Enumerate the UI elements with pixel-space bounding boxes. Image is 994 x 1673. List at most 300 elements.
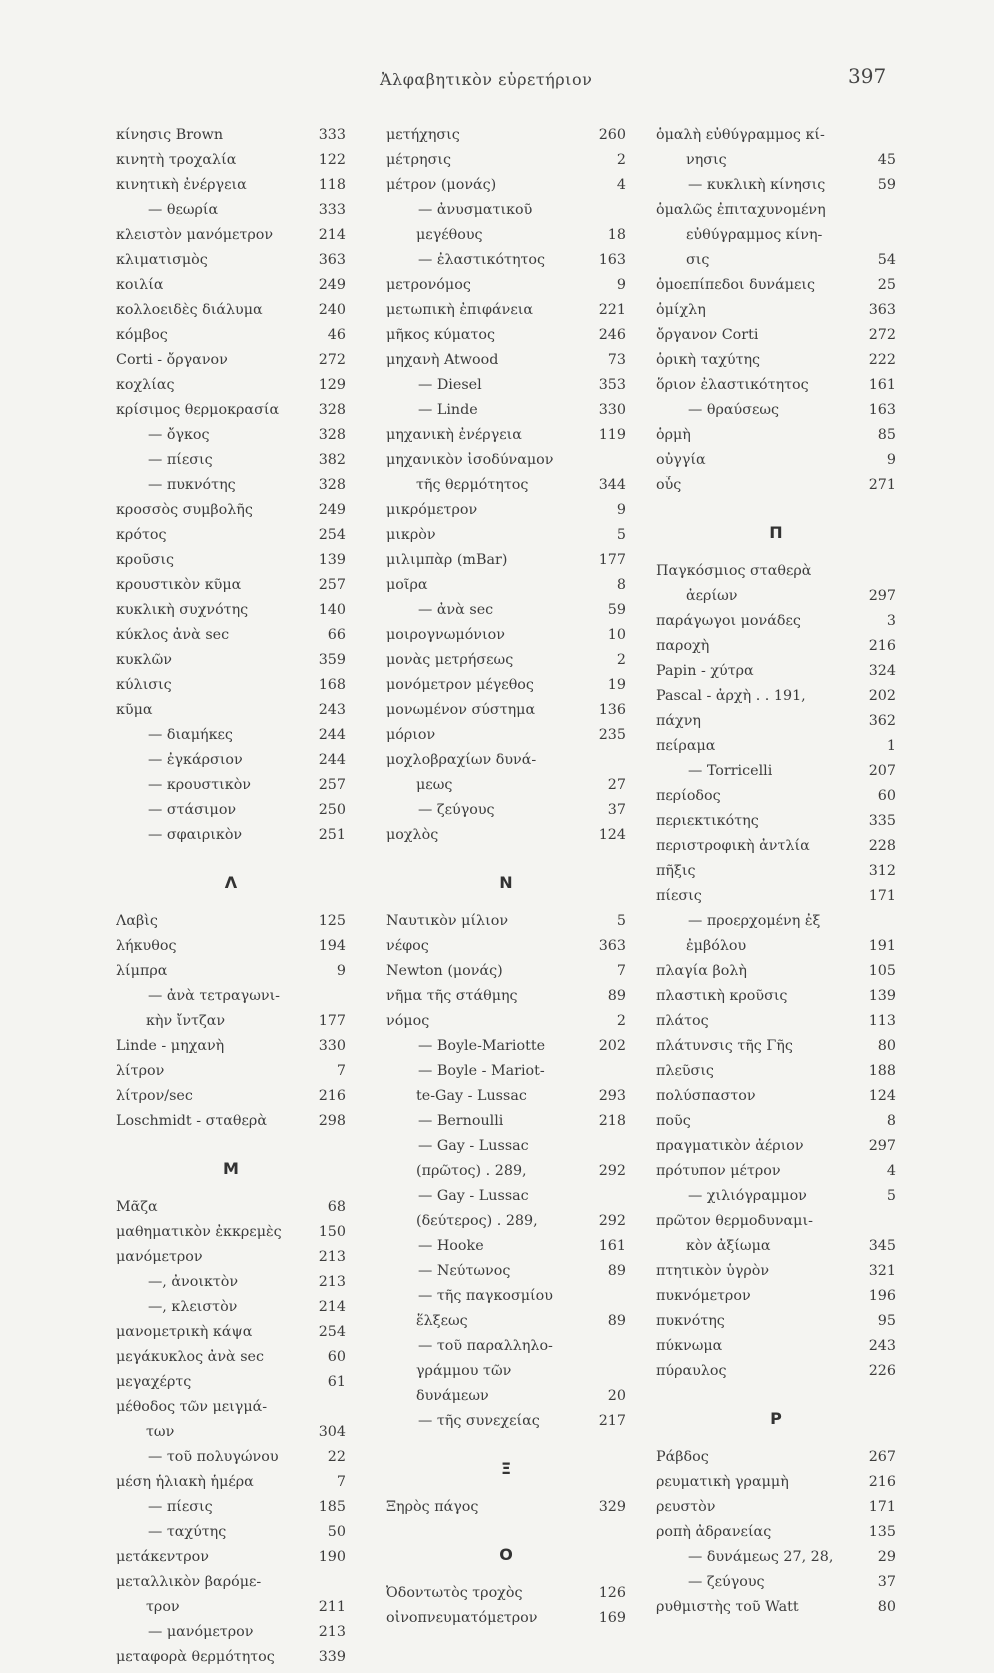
entry-page-number: 119 <box>598 427 626 443</box>
entry-page-number: 2 <box>616 152 626 168</box>
entry-page-number: 260 <box>598 127 626 143</box>
index-entry <box>386 526 626 551</box>
entry-page-number: 89 <box>607 1263 626 1279</box>
entry-page-number: 249 <box>318 277 346 293</box>
index-entry <box>116 1623 346 1648</box>
entry-page-number: 60 <box>877 788 896 804</box>
entry-term: πίεσις <box>656 888 702 904</box>
entry-term: μοχλοβραχίων δυνά- <box>386 752 537 768</box>
index-entry <box>656 887 896 912</box>
index-entry <box>656 1112 896 1137</box>
entry-page-number: 1 <box>886 738 896 754</box>
entry-term: Corti - ὄργανον <box>116 352 228 368</box>
entry-term: μετάκεντρον <box>116 1549 209 1565</box>
entry-term: ὁρμὴ <box>656 427 691 443</box>
entry-term: μονωμένον σύστημα <box>386 702 536 718</box>
entry-term: πρότυπον μέτρον <box>656 1163 781 1179</box>
entry-term: — ὄγκος <box>148 427 210 443</box>
index-entry <box>386 1012 626 1037</box>
entry-term: κινητὴ τροχαλία <box>116 152 237 168</box>
entry-term: — σφαιρικὸν <box>148 827 243 843</box>
entry-page-number: 297 <box>868 1138 896 1154</box>
index-entry <box>386 1212 626 1237</box>
entry-page-number: 135 <box>868 1524 896 1540</box>
entry-page-number: 171 <box>868 888 896 904</box>
entry-page-number: 4 <box>616 177 626 193</box>
entry-page-number: 222 <box>868 352 896 368</box>
entry-page-number: 125 <box>318 913 346 929</box>
entry-page-number: 73 <box>607 352 626 368</box>
index-entry <box>656 562 896 587</box>
entry-term: ὁρικὴ ταχύτης <box>656 352 761 368</box>
entry-page-number: 140 <box>318 602 346 618</box>
entry-term: — δυνάμεως 27, 28, <box>688 1549 834 1565</box>
entries-mu-cont <box>386 126 626 851</box>
index-entry <box>116 987 346 1012</box>
index-entry <box>116 251 346 276</box>
index-entry <box>656 326 896 351</box>
index-entry <box>386 126 626 151</box>
index-entry <box>116 962 346 987</box>
index-entry <box>116 426 346 451</box>
entry-term: κινητικὴ ἐνέργεια <box>116 177 247 193</box>
entry-term: μονὰς μετρήσεως <box>386 652 514 668</box>
entry-page-number: 27 <box>607 777 626 793</box>
index-entry <box>116 1398 346 1423</box>
entry-page-number: 7 <box>616 963 626 979</box>
entry-term: μιλιμπὰρ (mBar) <box>386 552 508 568</box>
entry-page-number: 5 <box>616 527 626 543</box>
entry-term: πολύσπαστον <box>656 1088 756 1104</box>
index-entry <box>656 862 896 887</box>
index-entry <box>386 1362 626 1387</box>
index-entry <box>116 1648 346 1673</box>
index-entry <box>116 1223 346 1248</box>
entry-page-number: 163 <box>598 252 626 268</box>
entry-page-number: 328 <box>318 427 346 443</box>
entry-page-number: 235 <box>598 727 626 743</box>
entry-term: κολλοειδὲς διάλυμα <box>116 302 263 318</box>
index-entry <box>656 226 896 251</box>
entry-page-number: 3 <box>886 613 896 629</box>
entry-page-number: 10 <box>607 627 626 643</box>
entry-term: πραγματικὸν ἀέριον <box>656 1138 804 1154</box>
entry-term: — ταχύτης <box>148 1524 227 1540</box>
index-entry <box>116 1348 346 1373</box>
entry-term: κρίσιμος θερμοκρασία <box>116 402 280 418</box>
entries-mu <box>116 1198 346 1673</box>
index-entry <box>386 601 626 626</box>
index-entry <box>116 501 346 526</box>
entry-page-number: 216 <box>318 1088 346 1104</box>
entry-term: — Bernoulli <box>418 1113 504 1129</box>
entry-term: μοῖρα <box>386 577 428 593</box>
index-entry <box>656 712 896 737</box>
entry-term: μέση ἡλιακὴ ἡμέρα <box>116 1474 254 1490</box>
entry-term: — τῆς παγκοσμίου <box>418 1288 553 1304</box>
entry-term: ρυθμιστὴς τοῦ Watt <box>656 1599 799 1615</box>
entry-page-number: 54 <box>877 252 896 268</box>
index-entry <box>116 1373 346 1398</box>
entry-term: — τοῦ παραλληλο- <box>418 1338 553 1354</box>
entry-term: — θεωρία <box>148 202 219 218</box>
entry-term: περίοδος <box>656 788 721 804</box>
entry-page-number: 129 <box>318 377 346 393</box>
entry-term: te-Gay - Lussac <box>416 1088 527 1104</box>
entry-term: —, κλειστὸν <box>148 1299 238 1315</box>
entry-page-number: 9 <box>616 502 626 518</box>
entry-term: Newton (μονάς) <box>386 963 503 979</box>
entry-page-number: 254 <box>318 527 346 543</box>
entry-term: σις <box>686 252 710 268</box>
entry-page-number: 211 <box>318 1599 346 1615</box>
entry-page-number: 22 <box>327 1449 346 1465</box>
entry-term: λήκυθος <box>116 938 177 954</box>
entry-page-number: 226 <box>868 1363 896 1379</box>
entry-page-number: 161 <box>868 377 896 393</box>
index-entry <box>386 301 626 326</box>
entry-term: μέτρησις <box>386 152 451 168</box>
entry-page-number: 363 <box>598 938 626 954</box>
index-entry <box>656 662 896 687</box>
entry-page-number: 139 <box>318 552 346 568</box>
entry-page-number: 214 <box>318 1299 346 1315</box>
entry-page-number: 267 <box>868 1449 896 1465</box>
index-entry <box>656 1187 896 1212</box>
entry-page-number: 190 <box>318 1549 346 1565</box>
index-entry <box>116 751 346 776</box>
entry-page-number: 329 <box>598 1499 626 1515</box>
letter-heading-rho: Ρ <box>770 1409 782 1428</box>
entry-page-number: 7 <box>336 1063 346 1079</box>
entry-term: — διαμήκες <box>148 727 233 743</box>
entry-page-number: 328 <box>318 477 346 493</box>
entry-term: εὐθύγραμμος κίνη- <box>686 227 823 243</box>
entry-page-number: 359 <box>318 652 346 668</box>
entry-term: μέθοδος τῶν μειγμά- <box>116 1399 268 1415</box>
entry-term: πλάτος <box>656 1013 709 1029</box>
entry-term: ποῦς <box>656 1113 691 1129</box>
index-entry <box>386 1187 626 1212</box>
index-entry <box>116 151 346 176</box>
index-entry <box>116 776 346 801</box>
entry-page-number: 363 <box>868 302 896 318</box>
index-entry <box>116 326 346 351</box>
entry-page-number: 271 <box>868 477 896 493</box>
entry-page-number: 194 <box>318 938 346 954</box>
entry-term: πύραυλος <box>656 1363 727 1379</box>
entry-page-number: 321 <box>868 1263 896 1279</box>
index-entry <box>386 326 626 351</box>
index-entry <box>116 1037 346 1062</box>
index-entry <box>116 1573 346 1598</box>
entry-page-number: 124 <box>868 1088 896 1104</box>
entry-term: κὸν ἀξίωμα <box>686 1238 771 1254</box>
index-entry <box>386 1162 626 1187</box>
index-entry <box>386 1337 626 1362</box>
letter-heading-xi: Ξ <box>500 1459 512 1478</box>
index-column-2 <box>386 126 626 1634</box>
index-entry <box>386 176 626 201</box>
entry-page-number: 221 <box>598 302 626 318</box>
index-entry <box>116 937 346 962</box>
index-entry <box>656 1548 896 1573</box>
entry-term: — θραύσεως <box>688 402 780 418</box>
entry-term: — πίεσις <box>148 1499 213 1515</box>
entry-term: κύκλος ἀνὰ sec <box>116 627 230 643</box>
entries-lambda <box>116 912 346 1137</box>
entry-term: Papin - χύτρα <box>656 663 754 679</box>
index-entry <box>656 126 896 151</box>
entries-omicron-cont <box>656 126 896 501</box>
entry-term: Ξηρὸς πάγος <box>386 1499 479 1515</box>
entry-page-number: 362 <box>868 713 896 729</box>
entry-page-number: 244 <box>318 752 346 768</box>
entry-term: πῆξις <box>656 863 696 879</box>
entry-term: πλαγία βολὴ <box>656 963 747 979</box>
entry-term: — τοῦ πολυγώνου <box>148 1449 279 1465</box>
entry-page-number: 7 <box>336 1474 346 1490</box>
entry-term: Λαβὶς <box>116 913 158 929</box>
entry-term: παροχὴ <box>656 638 710 654</box>
entry-term: πύκνωμα <box>656 1338 723 1354</box>
index-entry <box>656 1573 896 1598</box>
index-entry <box>116 1273 346 1298</box>
index-entry <box>116 1198 346 1223</box>
index-entry <box>116 651 346 676</box>
index-entry <box>116 176 346 201</box>
index-entry <box>116 526 346 551</box>
entry-term: — κρουστικὸν <box>148 777 251 793</box>
entry-page-number: 122 <box>318 152 346 168</box>
entry-term: — ζεύγους <box>418 802 495 818</box>
index-column-1 <box>116 126 346 1673</box>
index-entry <box>386 1062 626 1087</box>
entry-page-number: 19 <box>607 677 626 693</box>
index-entry <box>116 551 346 576</box>
index-entry <box>656 376 896 401</box>
index-entry <box>116 1473 346 1498</box>
index-entry <box>386 451 626 476</box>
index-entry <box>656 451 896 476</box>
entry-page-number: 85 <box>877 427 896 443</box>
entry-term: παράγωγοι μονάδες <box>656 613 801 629</box>
entry-term: μόριον <box>386 727 436 743</box>
index-entry <box>656 962 896 987</box>
entry-term: νησις <box>686 152 727 168</box>
index-entry <box>386 401 626 426</box>
entries-rho <box>656 1448 896 1623</box>
entry-page-number: 298 <box>318 1113 346 1129</box>
index-entry <box>116 301 346 326</box>
entry-term: οὐγγία <box>656 452 706 468</box>
entry-term: ἕλξεως <box>416 1313 468 1329</box>
index-entry <box>386 1087 626 1112</box>
entry-term: — προερχομένη ἐξ <box>688 913 821 929</box>
entry-page-number: 37 <box>877 1574 896 1590</box>
entry-term: Ὀδοντωτὸς τροχὸς <box>386 1585 523 1601</box>
entry-term: μανομετρικὴ κάψα <box>116 1324 253 1340</box>
entries-pi <box>656 562 896 1387</box>
index-entry <box>386 676 626 701</box>
index-entry <box>116 126 346 151</box>
entry-term: — ἐλαστικότητος <box>418 252 546 268</box>
index-entry <box>116 476 346 501</box>
entry-page-number: 243 <box>868 1338 896 1354</box>
entry-term: κοχλίας <box>116 377 175 393</box>
index-entry <box>656 151 896 176</box>
entry-page-number: 46 <box>327 327 346 343</box>
index-entry <box>386 201 626 226</box>
index-entry <box>116 626 346 651</box>
index-entry <box>656 937 896 962</box>
index-entry <box>386 276 626 301</box>
entry-page-number: 228 <box>868 838 896 854</box>
entry-page-number: 218 <box>598 1113 626 1129</box>
entry-page-number: 136 <box>598 702 626 718</box>
entry-page-number: 339 <box>318 1649 346 1665</box>
entry-term: (πρῶτος) . 289, <box>416 1163 527 1179</box>
index-entry <box>656 787 896 812</box>
entry-page-number: 113 <box>868 1013 896 1029</box>
index-entry <box>656 1287 896 1312</box>
entry-term: τῆς θερμότητος <box>416 477 529 493</box>
index-entry <box>656 612 896 637</box>
entry-term: Ράβδος <box>656 1449 709 1465</box>
entry-page-number: 196 <box>868 1288 896 1304</box>
entry-term: κρότος <box>116 527 167 543</box>
entry-page-number: 363 <box>318 252 346 268</box>
index-entry <box>656 401 896 426</box>
entry-term: — Gay - Lussac <box>418 1138 529 1154</box>
index-entry <box>386 551 626 576</box>
page-number: 397 <box>848 64 887 88</box>
index-entry <box>116 1062 346 1087</box>
entry-term: κὴν ἴντζαν <box>146 1013 226 1029</box>
index-entry <box>116 576 346 601</box>
entry-term: μηχανὴ Atwood <box>386 352 499 368</box>
entry-page-number: 292 <box>598 1163 626 1179</box>
entry-term: μεγέθους <box>416 227 483 243</box>
index-entry <box>656 276 896 301</box>
entry-term: κρουστικὸν κῦμα <box>116 577 242 593</box>
entry-page-number: 59 <box>607 602 626 618</box>
entries-kappa <box>116 126 346 851</box>
entry-page-number: 139 <box>868 988 896 1004</box>
index-entry <box>656 1037 896 1062</box>
index-entry <box>386 826 626 851</box>
entry-term: τρον <box>146 1599 180 1615</box>
entry-term: μηχανικὴ ἐνέργεια <box>386 427 522 443</box>
entry-term: κλιματισμὸς <box>116 252 208 268</box>
index-entry <box>386 962 626 987</box>
index-entry <box>656 1473 896 1498</box>
entry-term: — πίεσις <box>148 452 213 468</box>
entry-term: πτητικὸν ὑγρὸν <box>656 1263 770 1279</box>
entry-term: πλαστικὴ κροῦσις <box>656 988 788 1004</box>
entry-page-number: 89 <box>607 988 626 1004</box>
entry-page-number: 105 <box>868 963 896 979</box>
entry-term: κοιλία <box>116 277 164 293</box>
index-entry <box>386 1287 626 1312</box>
entry-term: Pascal - ἀρχὴ . . 191, <box>656 688 806 704</box>
entry-page-number: 61 <box>327 1374 346 1390</box>
index-entry <box>386 1037 626 1062</box>
entry-page-number: 168 <box>318 677 346 693</box>
index-entry <box>656 1337 896 1362</box>
entry-term: μετωπικὴ ἐπιφάνεια <box>386 302 534 318</box>
entries-xi <box>386 1498 626 1523</box>
entry-term: μῆκος κύματος <box>386 327 496 343</box>
index-entry <box>386 151 626 176</box>
entry-term: — ἀνυσματικοῦ <box>418 202 533 218</box>
entry-page-number: 9 <box>616 277 626 293</box>
index-entry <box>386 751 626 776</box>
index-entry <box>386 937 626 962</box>
entry-page-number: 150 <box>318 1224 346 1240</box>
entry-page-number: 163 <box>868 402 896 418</box>
entry-term: κῦμα <box>116 702 153 718</box>
index-entry <box>116 401 346 426</box>
entry-term: — ἀνὰ τετραγωνι- <box>148 988 281 1004</box>
entry-term: κύλισις <box>116 677 172 693</box>
entry-page-number: 29 <box>877 1549 896 1565</box>
entry-page-number: 312 <box>868 863 896 879</box>
index-entry <box>656 987 896 1012</box>
index-entry <box>656 1262 896 1287</box>
index-entry <box>656 1312 896 1337</box>
entry-term: — ζεύγους <box>688 1574 765 1590</box>
entry-term: ὅριον ἐλαστικότητος <box>656 377 809 393</box>
entry-term: λίμπρα <box>116 963 168 979</box>
index-entry <box>386 351 626 376</box>
index-entry <box>386 912 626 937</box>
entry-term: μικρόμετρον <box>386 502 478 518</box>
index-entry <box>386 1498 626 1523</box>
entry-term: — στάσιμον <box>148 802 237 818</box>
entry-page-number: 5 <box>616 913 626 929</box>
entry-page-number: 188 <box>868 1063 896 1079</box>
index-entry <box>656 1598 896 1623</box>
index-entry <box>386 1237 626 1262</box>
index-entry <box>116 351 346 376</box>
entry-page-number: 60 <box>327 1349 346 1365</box>
index-entry <box>656 1237 896 1262</box>
entry-page-number: 126 <box>598 1585 626 1601</box>
index-entry <box>656 251 896 276</box>
entry-term: μονόμετρον μέγεθος <box>386 677 534 693</box>
index-entry <box>116 826 346 851</box>
entry-term: πείραμα <box>656 738 716 754</box>
entry-term: — ἐγκάρσιον <box>148 752 243 768</box>
entry-page-number: 304 <box>318 1424 346 1440</box>
index-entry <box>386 701 626 726</box>
entry-term: πυκνόμετρον <box>656 1288 751 1304</box>
entry-term: μεως <box>416 777 453 793</box>
entry-term: νῆμα τῆς στάθμης <box>386 988 518 1004</box>
entry-page-number: 202 <box>598 1038 626 1054</box>
entry-page-number: 59 <box>877 177 896 193</box>
entry-term: μανόμετρον <box>116 1249 203 1265</box>
index-entry <box>386 1312 626 1337</box>
entry-page-number: 272 <box>318 352 346 368</box>
entry-term: ὁμαλῶς ἐπιταχυνομένη <box>656 202 826 218</box>
entry-term: — Boyle-Mariotte <box>418 1038 546 1054</box>
index-entry <box>656 1087 896 1112</box>
entry-term: ὁμαλὴ εὐθύγραμμος κί- <box>656 127 825 143</box>
entry-page-number: 191 <box>868 938 896 954</box>
entry-term: — πυκνότης <box>148 477 236 493</box>
